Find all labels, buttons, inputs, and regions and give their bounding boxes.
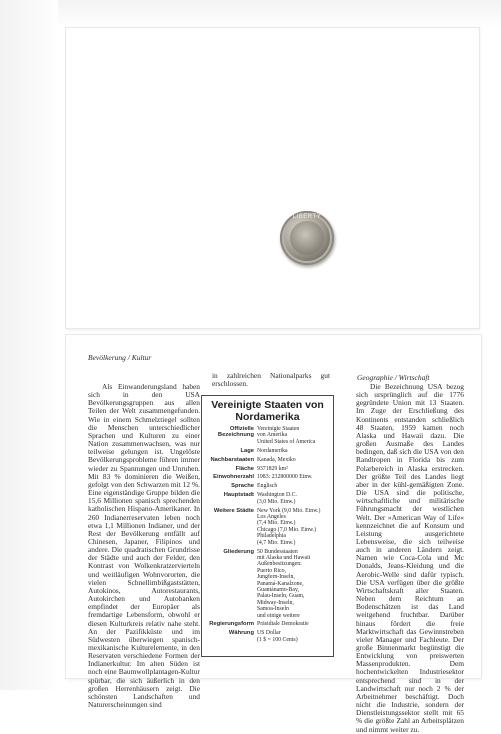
fact-key: Gliederung — [223, 548, 254, 555]
fact-value — [257, 474, 333, 480]
fact-value-line: Chicago (7,0 Mio. Einw.) — [257, 526, 317, 533]
fact-value-line: Präsidiale Demokratie — [257, 621, 309, 628]
fact-key: Regierungsform — [209, 621, 254, 628]
fact-value-line: (7,4 Mio. Einw.) — [257, 520, 296, 527]
fact-key: Lage — [240, 447, 254, 454]
fact-value-line: und einige weitere — [257, 612, 300, 619]
fact-value — [257, 508, 333, 546]
fact-row — [202, 492, 333, 505]
fact-value-line: Guantánamo-Bay, — [257, 586, 299, 593]
page-edge-shadow — [0, 0, 58, 690]
fact-value — [257, 630, 333, 643]
fact-row — [202, 448, 333, 454]
fact-value — [257, 492, 333, 505]
fact-value-line: 50 Bundesstaaten — [257, 548, 298, 555]
fact-key: Währung — [228, 630, 254, 637]
fact-value-line: Palau-Inseln, Guam, — [257, 593, 305, 600]
fact-box-title: Vereinigte Staaten von Nordamerika — [211, 399, 324, 423]
fact-value-line: Vereinigte Staaten — [257, 426, 300, 432]
fact-value-line: US Dollar — [257, 630, 281, 637]
fact-value-line: (4,7 Mio. Einw.) — [257, 539, 296, 546]
continuation-paragraph: in zahlreichen Nationalparks gut erschlossen. — [212, 371, 330, 389]
fact-value-line: Außenbesitzungen: — [257, 561, 302, 568]
fact-row — [202, 426, 333, 445]
fact-value-line: Philadelphia — [257, 533, 286, 540]
population-paragraph: Als Einwanderungsland haben sich in den USA Bevölkerungsgruppen aus allen Teilen der Welt zusammengefunden. Wie in einem Schmelztiegel sollten die Menschen unterschiedlicher Sprachen und Kulturen zu einer Nation zusammenwachsen, was nur teilweise gelungen ist. Ungelöste Bevölkerungsprobleme führen immer wieder zu Spannungen und Unruhen. Mit 83 % dominieren die Weißen, gefolgt von den Schwarzen mit 12 %. Eine eigenständige Gruppe bilden die 15,6 Millionen spanisch sprechenden katholischen Hispano-Amerikaner. In 260 Indianerreservaten leben noch etwa 1,1 Millionen Indianer, und der Rest der Bevölkerung entfällt auf Chinesen, Japaner, Filipinos und andere. Die quadratischen Grundrisse der Städte und auch der Felder, den Kontrast von Wolkenkratzervierteln und weitläufigen Wohnvororten, die vielen Schnellimbißgaststätten, Autokinos, Autorestaurants, Autokirchen und Autobanken empfindet der Europäer als fremdartige Lebensform, obwohl er diesen Kulturkreis relativ nahe steht. An der Pazifikküste und im Südwesten überwiegen spanisch-mexikanische Kulturelemente, in den Reservaten verschiedene Formen der Indianerkultur. Im alten Süden ist noch eine Baumwollplantagen-Kultur spürbar, die sich äußerlich in den großen Herrenhäusern zeigt. Die schönsten Landschaften und Naturerscheinungen sind — [88, 382, 200, 710]
fact-value-line: 9371829 km² — [257, 465, 288, 472]
fact-box-rows — [202, 426, 333, 643]
fact-row — [202, 457, 333, 463]
fact-value-line: Nordamerika — [257, 447, 288, 454]
fact-value-line: Englisch — [257, 483, 278, 490]
fact-value — [257, 426, 333, 445]
fact-value-line: von Amerika — [257, 432, 288, 439]
page-top-shadow — [58, 0, 501, 28]
fact-value-line: (1 $ = 100 Cents) — [257, 636, 298, 643]
continuation-text — [212, 372, 330, 388]
fact-value-line: Panamá-Kanalzone, — [257, 580, 304, 587]
fact-value-line: Samoa-Inseln — [257, 606, 289, 613]
fact-value-line: United States of America — [257, 438, 316, 445]
dollar-coin — [280, 211, 334, 265]
envelope-card — [66, 28, 479, 328]
fact-value — [257, 549, 333, 619]
fact-row — [202, 621, 333, 627]
fact-value — [257, 466, 333, 472]
section-heading-geography: Geographie / Wirtschaft — [357, 373, 430, 382]
fact-key: Einwohnerzahl — [213, 474, 254, 481]
fact-value-line: New York (9,0 Mio. Einw.) — [257, 507, 321, 514]
fact-row — [202, 474, 333, 480]
fact-key: Hauptstadt — [223, 492, 254, 499]
fact-value-line: 1983: 232800000 Einw. — [257, 474, 313, 481]
fact-value-line: Puerto Rico, — [257, 567, 286, 574]
coin-legend: LIBERTY — [292, 214, 322, 220]
fact-value-line: Los Angeles — [257, 513, 286, 520]
fact-row — [202, 549, 333, 619]
fact-value-line: Washington D.C. — [257, 492, 297, 499]
fact-key: Offizielle Bezeichnung — [217, 426, 254, 439]
fact-value-line: Jungfern-Inseln, — [257, 574, 295, 581]
geography-paragraph: Die Bezeichnung USA bezog sich ursprünglich auf die 1776 gegründete Union mit 13 Staaten. Im Zuge der Erschließung des Kontinents entstanden schließlich 48 Staaten, 1959 kamen noch Alaska und Hawaii dazu. Die großen Ausmaße des Landes bedingen, daß sich die USA von den Randtropen in Florida bis zum Polarbereich in Alaska erstrecken. Der größte Teil des Landes liegt aber in der kühl-gemäßigten Zone. Die USA sind die politische, wirtschaftliche und militärische Führungsmacht der westlichen Welt. Der »American Way of Life« kennzeichnet die auf Konsum und Leistung ausgerichtete Lebensweise, die sich teilweise auch in anderen Ländern zeigt. Namen wie Coca-Cola und Mc Donalds, Jeans-Kleidung und die Aerobic-Welle sind dafür typisch. Die USA verfügen über die größte Wirtschaftskraft aller Staaten. Neben dem Reichtum an Bodenschätzen ist das Land weitgehend fruchtbar. Darüber hinaus fördert die freie Marktwirtschaft das Gewinnstreben vieler Manager und Fachleute. Der große Binnenmarkt begünstigt die Entwicklung von preiswerten Massenprodukten. Dem hochentwickelten Industriesektor entsprechend sind in der Landwirtschaft nur noch 2 % der Arbeitnehmer beschäftigt. Doch nicht die Industrie, sondern der Dienstleistungssektor stellt mit 65 % die größte Zahl an Arbeitsplätzen und nimmt weiter zu. — [356, 382, 464, 734]
fact-value — [257, 621, 333, 627]
fact-row — [202, 483, 333, 489]
fact-value — [257, 457, 333, 463]
country-fact-box — [201, 395, 334, 657]
fact-key: Weitere Städte — [213, 507, 254, 514]
fact-row — [202, 508, 333, 546]
fact-value — [257, 483, 333, 489]
fact-value — [257, 448, 333, 454]
fact-value-line: (3,0 Mio. Einw.) — [257, 498, 296, 505]
population-text-column — [88, 383, 200, 709]
coin-portrait — [290, 221, 324, 255]
fact-row — [202, 630, 333, 643]
fact-key: Sprache — [231, 483, 254, 490]
fact-value-line: Kanada, Mexiko — [257, 456, 296, 463]
fact-key: Fläche — [235, 465, 254, 472]
fact-value-line: Midway-Inseln, — [257, 599, 294, 606]
fact-row — [202, 466, 333, 472]
section-heading-population: Bevölkerung / Kultur — [88, 353, 152, 362]
geography-text-column — [356, 383, 464, 734]
fact-key: Nachbarstaaten — [210, 456, 254, 463]
fact-value-line: mit Alaska und Hawaii — [257, 554, 311, 561]
